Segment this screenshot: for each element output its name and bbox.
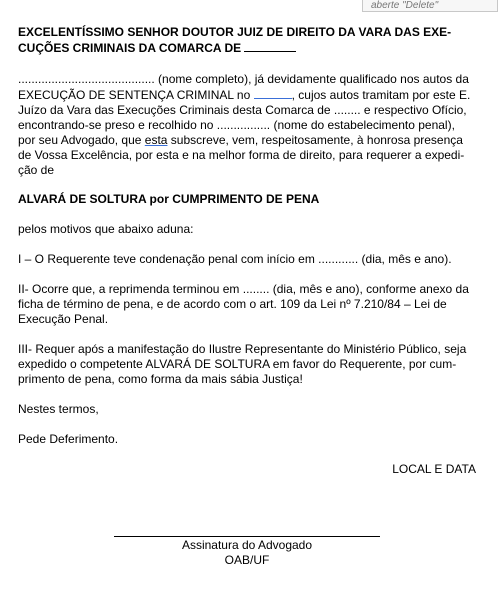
item-2-line-3: Execução Penal. — [18, 312, 109, 326]
intro-line-6: de Vossa Excelência, por esta e na melhor forma de direito, para requerer a expedi- — [18, 148, 465, 162]
signature-label: Assinatura do Advogado — [181, 538, 313, 552]
intro-line-2 — [18, 87, 476, 103]
closing-request: Pede Deferimento. — [18, 432, 119, 446]
corner-tag: aberte "Delete" — [362, 0, 498, 12]
item-3-line-2: expedido o competente ALVARÁ DE SOLTURA em favor do Requerente, por cum- — [18, 357, 457, 371]
item-3-line-3: primento de pena, como forma da mais sábia Justiça! — [18, 372, 303, 386]
place-and-date: LOCAL E DATA — [392, 462, 476, 476]
signature-line — [114, 536, 380, 537]
item-2-line-1: II- Ocorre que, a reprimenda terminou em ........ (dia, mês e ano), conforme anexo da — [18, 282, 469, 296]
intro-line-7: ção de — [18, 163, 55, 177]
heading — [18, 25, 476, 56]
signature-block — [114, 538, 380, 568]
closing-terms: Nestes termos, — [18, 402, 99, 416]
signature-oab: OAB/UF — [224, 553, 270, 567]
intro-line-5c: subscreve, vem, respeitosamente, à honrosa presença — [167, 133, 463, 147]
intro-line-2a: EXECUÇÃO DE SENTENÇA CRIMINAL no — [18, 88, 254, 102]
intro-line-2b: , cujos autos tramitam por este E. — [291, 88, 471, 102]
intro-line-5a: por seu Advogado, que — [18, 133, 145, 147]
intro-word-esta: esta — [144, 133, 168, 147]
intro-line-1: ......................................... (nome completo), já devidamente qualificado nos autos da — [18, 72, 469, 86]
heading-line-2 — [18, 40, 476, 56]
subject-line: ALVARÁ DE SOLTURA por CUMPRIMENTO DE PENA — [18, 192, 320, 206]
item-3 — [18, 342, 476, 387]
item-1: I – O Requerente teve condenação penal com início em ............ (dia, mês e ano). — [18, 252, 452, 266]
heading-line-2-text: CUÇÕES CRIMINAIS DA COMARCA DE — [18, 41, 245, 55]
item-3-line-1: III- Requer após a manifestação do Ilustre Representante do Ministério Público, seja — [18, 342, 467, 356]
item-2 — [18, 282, 476, 327]
intro-line-4: encontrando-se preso e recolhido no ................ (nome do estabelecimento penal), — [18, 118, 455, 132]
comarca-blank — [244, 40, 296, 52]
process-number-blank — [254, 87, 292, 99]
intro-paragraph — [18, 72, 476, 178]
heading-line-1: EXCELENTÍSSIMO SENHOR DOUTOR JUIZ DE DIREITO DA VARA DAS EXE- — [18, 25, 452, 39]
intro-line-3: Juízo da Vara das Execuções Criminais desta Comarca de ........ e respectivo Ofício, — [18, 103, 467, 117]
intro-line-5 — [18, 133, 476, 148]
item-2-line-2: ficha de término de pena, e de acordo com o art. 109 da Lei nº 7.210/84 – Lei de — [18, 297, 447, 311]
motives-intro: pelos motivos que abaixo aduna: — [18, 222, 194, 236]
